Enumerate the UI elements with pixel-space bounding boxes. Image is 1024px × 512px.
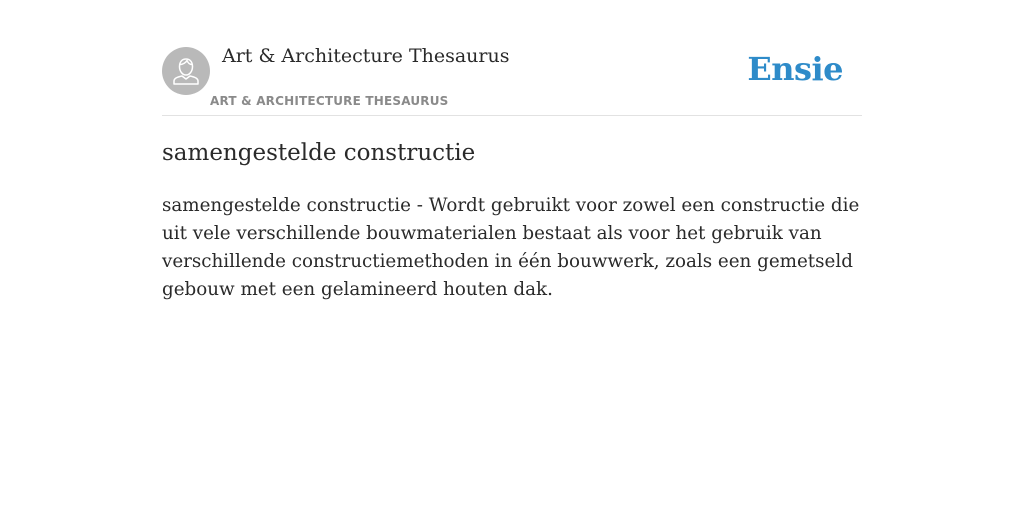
user-avatar-icon	[162, 47, 210, 95]
source-label: ART & ARCHITECTURE THESAURUS	[210, 94, 449, 108]
ensie-logo[interactable]: Ensie	[747, 50, 843, 88]
entry-header	[162, 0, 862, 116]
entry-title: samengestelde constructie	[162, 140, 476, 166]
entry-definition: samengestelde constructie - Wordt gebruikt voor zowel een constructie die uit vele verschillende bouwmaterialen bestaat als voor het gebruik van verschillende constructiemethoden in één bouwwerk, zoals een gemetseld gebouw met een gelamineerd houten dak.	[162, 195, 860, 300]
content-container	[162, 0, 862, 300]
author-avatar[interactable]	[162, 47, 210, 95]
author-name[interactable]: Art & Architecture Thesaurus	[222, 45, 510, 67]
